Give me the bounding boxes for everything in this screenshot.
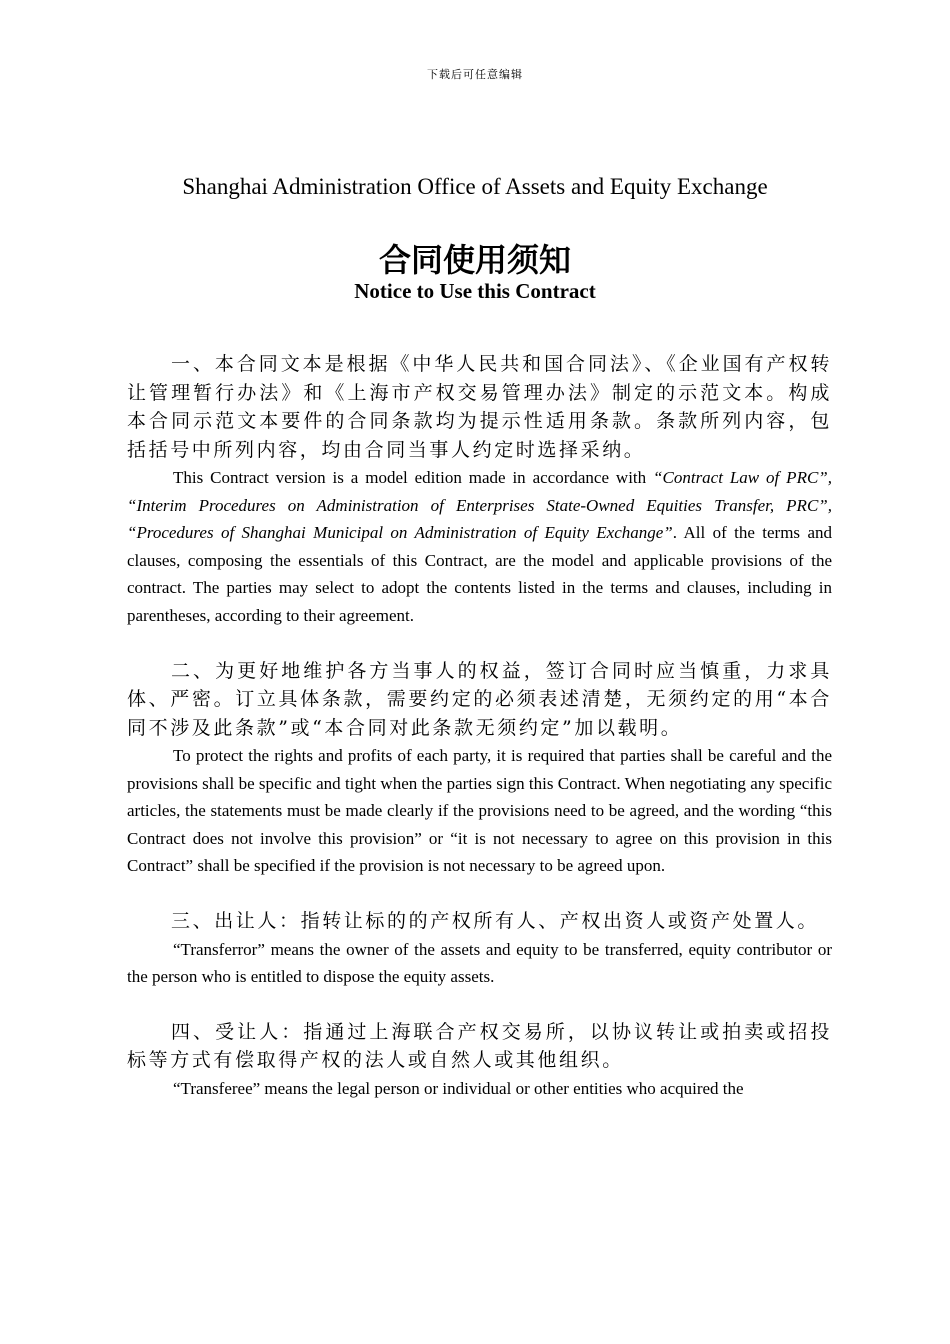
section-3-english: “Transferror” means the owner of the assets and equity to be transferred, equity contributor or the person who is entitled to dispose the equity assets. [127, 939, 832, 987]
document-title-chinese: 合同使用须知 [378, 241, 571, 279]
organization-title: Shanghai Administration Office of Assets and Equity Exchange [182, 174, 768, 199]
section-4-chinese: 四、受让人：指通过上海联合产权交易所，以协议转让或拍卖或招投标等方式有偿取得产权的法人或自然人或其他组织。 [127, 1020, 832, 1072]
document-body [127, 350, 832, 1102]
section-3-chinese: 三、出让人：指转让标的的产权所有人、产权出资人或资产处置人。 [171, 910, 820, 933]
section-1-english-rest: . All of the terms and clauses, composing the essentials of this Contract, are the model and applicable provisions of the contract. The parties may select to adopt the contents listed in the terms and clauses, including in parentheses, according to their agreement. [127, 523, 832, 625]
section-1-law-titles: “Contract Law of PRC”, “Interim Procedures on Administration of Enterprises State-Owned Equities Transfer, PRC”, “Procedures of Shanghai Municipal on Administration of Equity Exchange” [127, 468, 832, 543]
section-1-english-intro: This Contract version is a model edition made in accordance with [173, 468, 654, 487]
section-4-english: “Transferee” means the legal person or individual or other entities who acquired the [173, 1078, 744, 1098]
paragraph-gap [127, 880, 832, 907]
section-2-chinese: 二、为更好地维护各方当事人的权益，签订合同时应当慎重，力求具体、严密。订立具体条款，需要约定的必须表述清楚，无须约定的用“本合同不涉及此条款”或“本合同对此条款无须约定”加以载明。 [127, 659, 832, 739]
section-2-english: To protect the rights and profits of each party, it is required that parties shall be careful and the provisions shall be specific and tight when the parties sign this Contract. When negotiating any specific articles, the statements must be made clearly if the provisions need to be agreed, and the wording “this Contract does not involve this provision” or “it is not necessary to agree on this provision in this Contract” shall be specified if the provision is not necessary to be agreed upon. [127, 746, 832, 876]
paragraph-gap [127, 991, 832, 1018]
section-1-chinese: 一、本合同文本是根据《中华人民共和国合同法》、《企业国有产权转让管理暂行办法》和《上海市产权交易管理办法》制定的示范文本。构成本合同示范文本要件的合同条款均为提示性适用条款。条款所列内容，包括括号中所列内容，均由合同当事人约定时选择采纳。 [127, 353, 832, 461]
paragraph-gap [127, 630, 832, 657]
page-header-note: 下载后可任意编辑 [427, 68, 523, 81]
document-title-english: Notice to Use this Contract [354, 279, 596, 303]
section-1-english [127, 464, 832, 630]
